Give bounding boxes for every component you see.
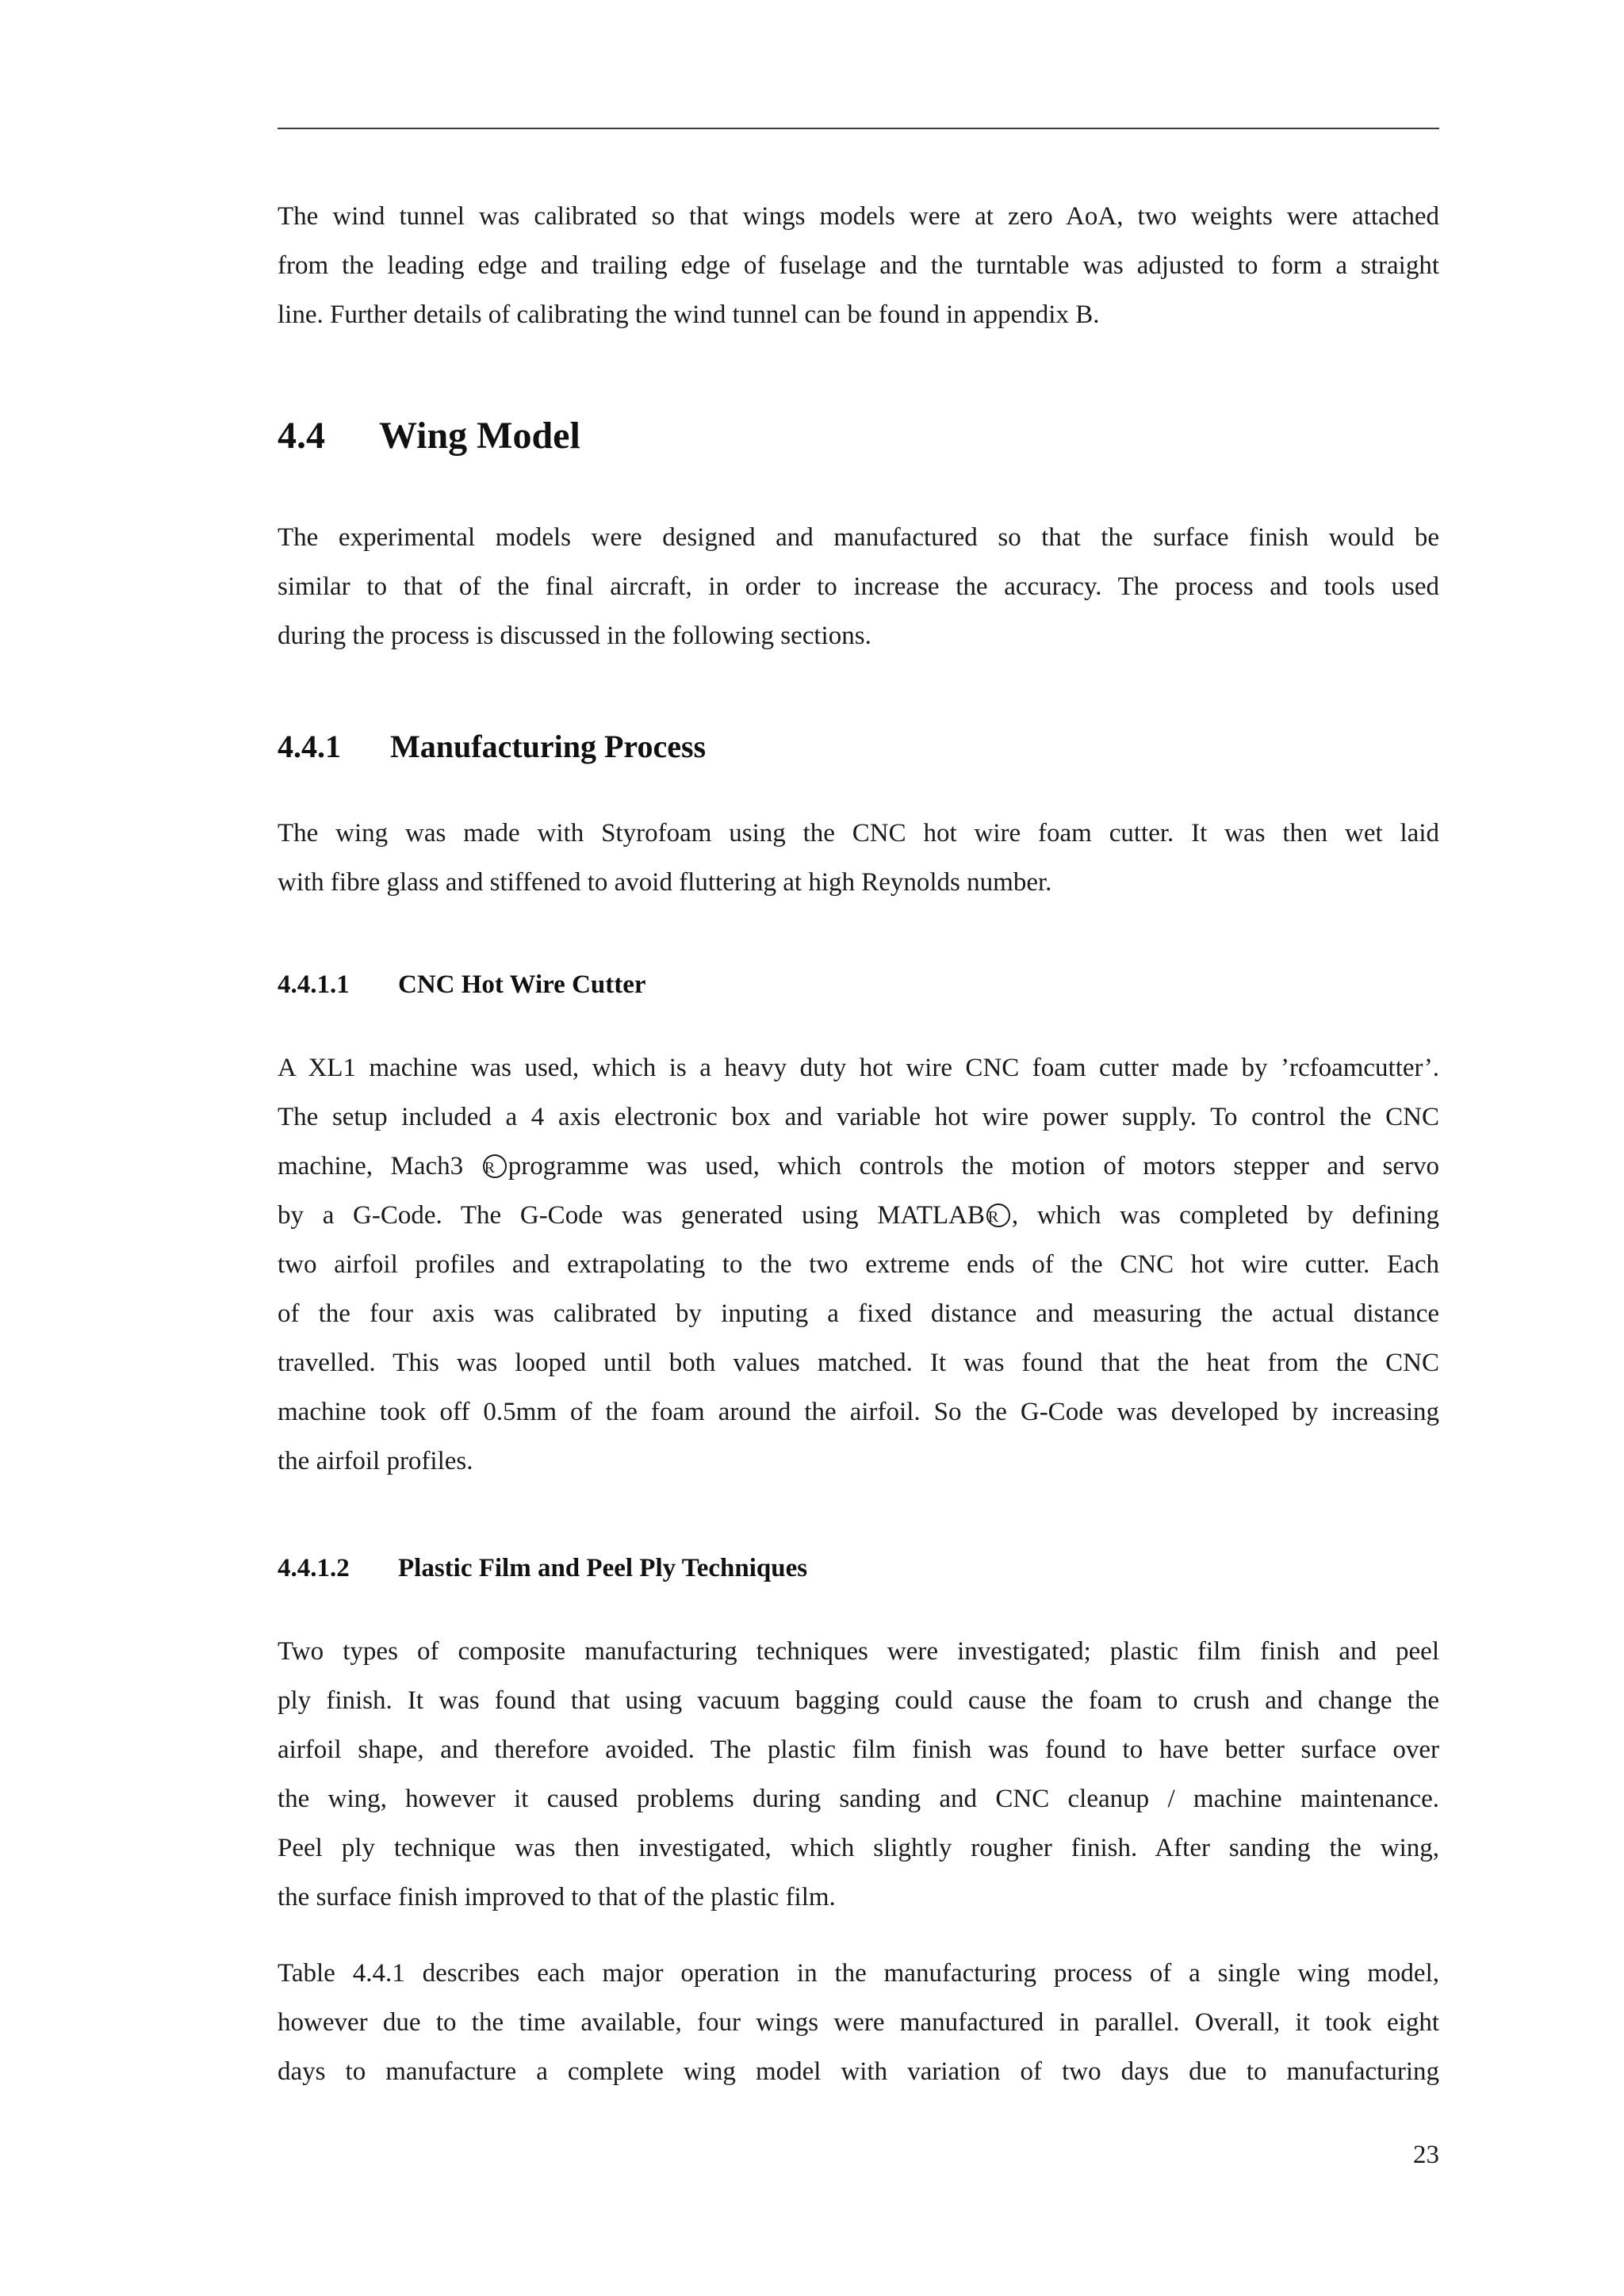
subsection-number: 4.4.1 [278,729,341,764]
text-line: airfoil shape, and therefore avoided. The plastic film finish was found to have better surface over [278,1735,1439,1764]
text-fragment: machine, Mach3 [278,1152,481,1181]
subsubsection-number: 4.4.1.2 [278,1554,350,1582]
text-line: similar to that of the final aircraft, in order to increase the accuracy. The process and tools used [278,572,1439,601]
text-line: from the leading edge and trailing edge of fuselage and the turntable was adjusted to form a straight [278,251,1439,280]
subsection-title: Manufacturing Process [390,729,707,764]
text-line [278,1142,1439,1191]
section-title: Wing Model [379,415,580,457]
text-line: machine took off 0.5mm of the foam around the airfoil. So the G-Code was developed by increasing [278,1398,1439,1426]
registered-trademark-icon: R [483,1154,507,1178]
subsubsection-title: Plastic Film and Peel Ply Techniques [398,1554,808,1582]
text-line: of the four axis was calibrated by inputing a fixed distance and measuring the actual distance [278,1299,1439,1328]
text-line: The experimental models were designed and manufactured so that the surface finish would be [278,523,1439,552]
text-line [278,1191,1439,1240]
text-fragment: , which was completed by defining [1011,1201,1439,1230]
text-line: however due to the time available, four wings were manufactured in parallel. Overall, it took eight [278,2008,1439,2037]
subsubsection-heading [278,1554,807,1583]
subsection-paragraph [278,809,1439,907]
text-line: Peel ply technique was then investigated, which slightly rougher finish. After sanding the wing, [278,1834,1439,1862]
subsubsection-heading [278,970,646,1000]
subsection-heading [278,728,706,765]
section-heading [278,414,580,457]
table-description-paragraph [278,1949,1439,2096]
registered-trademark-icon: R [986,1203,1010,1227]
text-line: line. Further details of calibrating the wind tunnel can be found in appendix B. [278,300,1100,329]
section-paragraph [278,513,1439,660]
document-page [278,0,1439,2296]
text-line: two airfoil profiles and extrapolating to the two extreme ends of the CNC hot wire cutter. Each [278,1250,1439,1279]
text-line: during the process is discussed in the following sections. [278,622,871,650]
text-line: days to manufacture a complete wing model with variation of two days due to manufacturing [278,2057,1439,2086]
text-line: The wing was made with Styrofoam using the CNC hot wire foam cutter. It was then wet laid [278,819,1439,848]
text-line: the surface finish improved to that of the plastic film. [278,1883,836,1911]
section-number: 4.4 [278,415,325,457]
text-line: The wind tunnel was calibrated so that wings models were at zero AoA, two weights were attached [278,202,1439,231]
text-line: The setup included a 4 axis electronic box and variable hot wire power supply. To control the CNC [278,1103,1439,1131]
text-fragment: by a G-Code. The G-Code was generated using MATLAB [278,1201,985,1230]
cnc-paragraph [278,1043,1439,1486]
page-number: 23 [1413,2141,1439,2169]
plastic-film-paragraph [278,1627,1439,1922]
text-line: Two types of composite manufacturing techniques were investigated; plastic film finish and peel [278,1637,1439,1666]
text-line: the wing, however it caused problems during sanding and CNC cleanup / machine maintenance. [278,1785,1439,1813]
subsubsection-title: CNC Hot Wire Cutter [398,970,646,999]
intro-paragraph [278,192,1439,339]
text-fragment: programme was used, which controls the motion of motors stepper and servo [508,1152,1439,1181]
text-line: with fibre glass and stiffened to avoid fluttering at high Reynolds number. [278,868,1052,897]
text-line: Table 4.4.1 describes each major operation in the manufacturing process of a single wing model, [278,1959,1439,1988]
text-line: travelled. This was looped until both values matched. It was found that the heat from the CNC [278,1349,1439,1377]
header-rule [278,128,1439,129]
text-line: the airfoil profiles. [278,1447,473,1475]
text-line: ply finish. It was found that using vacuum bagging could cause the foam to crush and change the [278,1686,1439,1715]
text-line: A XL1 machine was used, which is a heavy duty hot wire CNC foam cutter made by ’rcfoamcutter’. [278,1054,1439,1082]
subsubsection-number: 4.4.1.1 [278,970,350,999]
